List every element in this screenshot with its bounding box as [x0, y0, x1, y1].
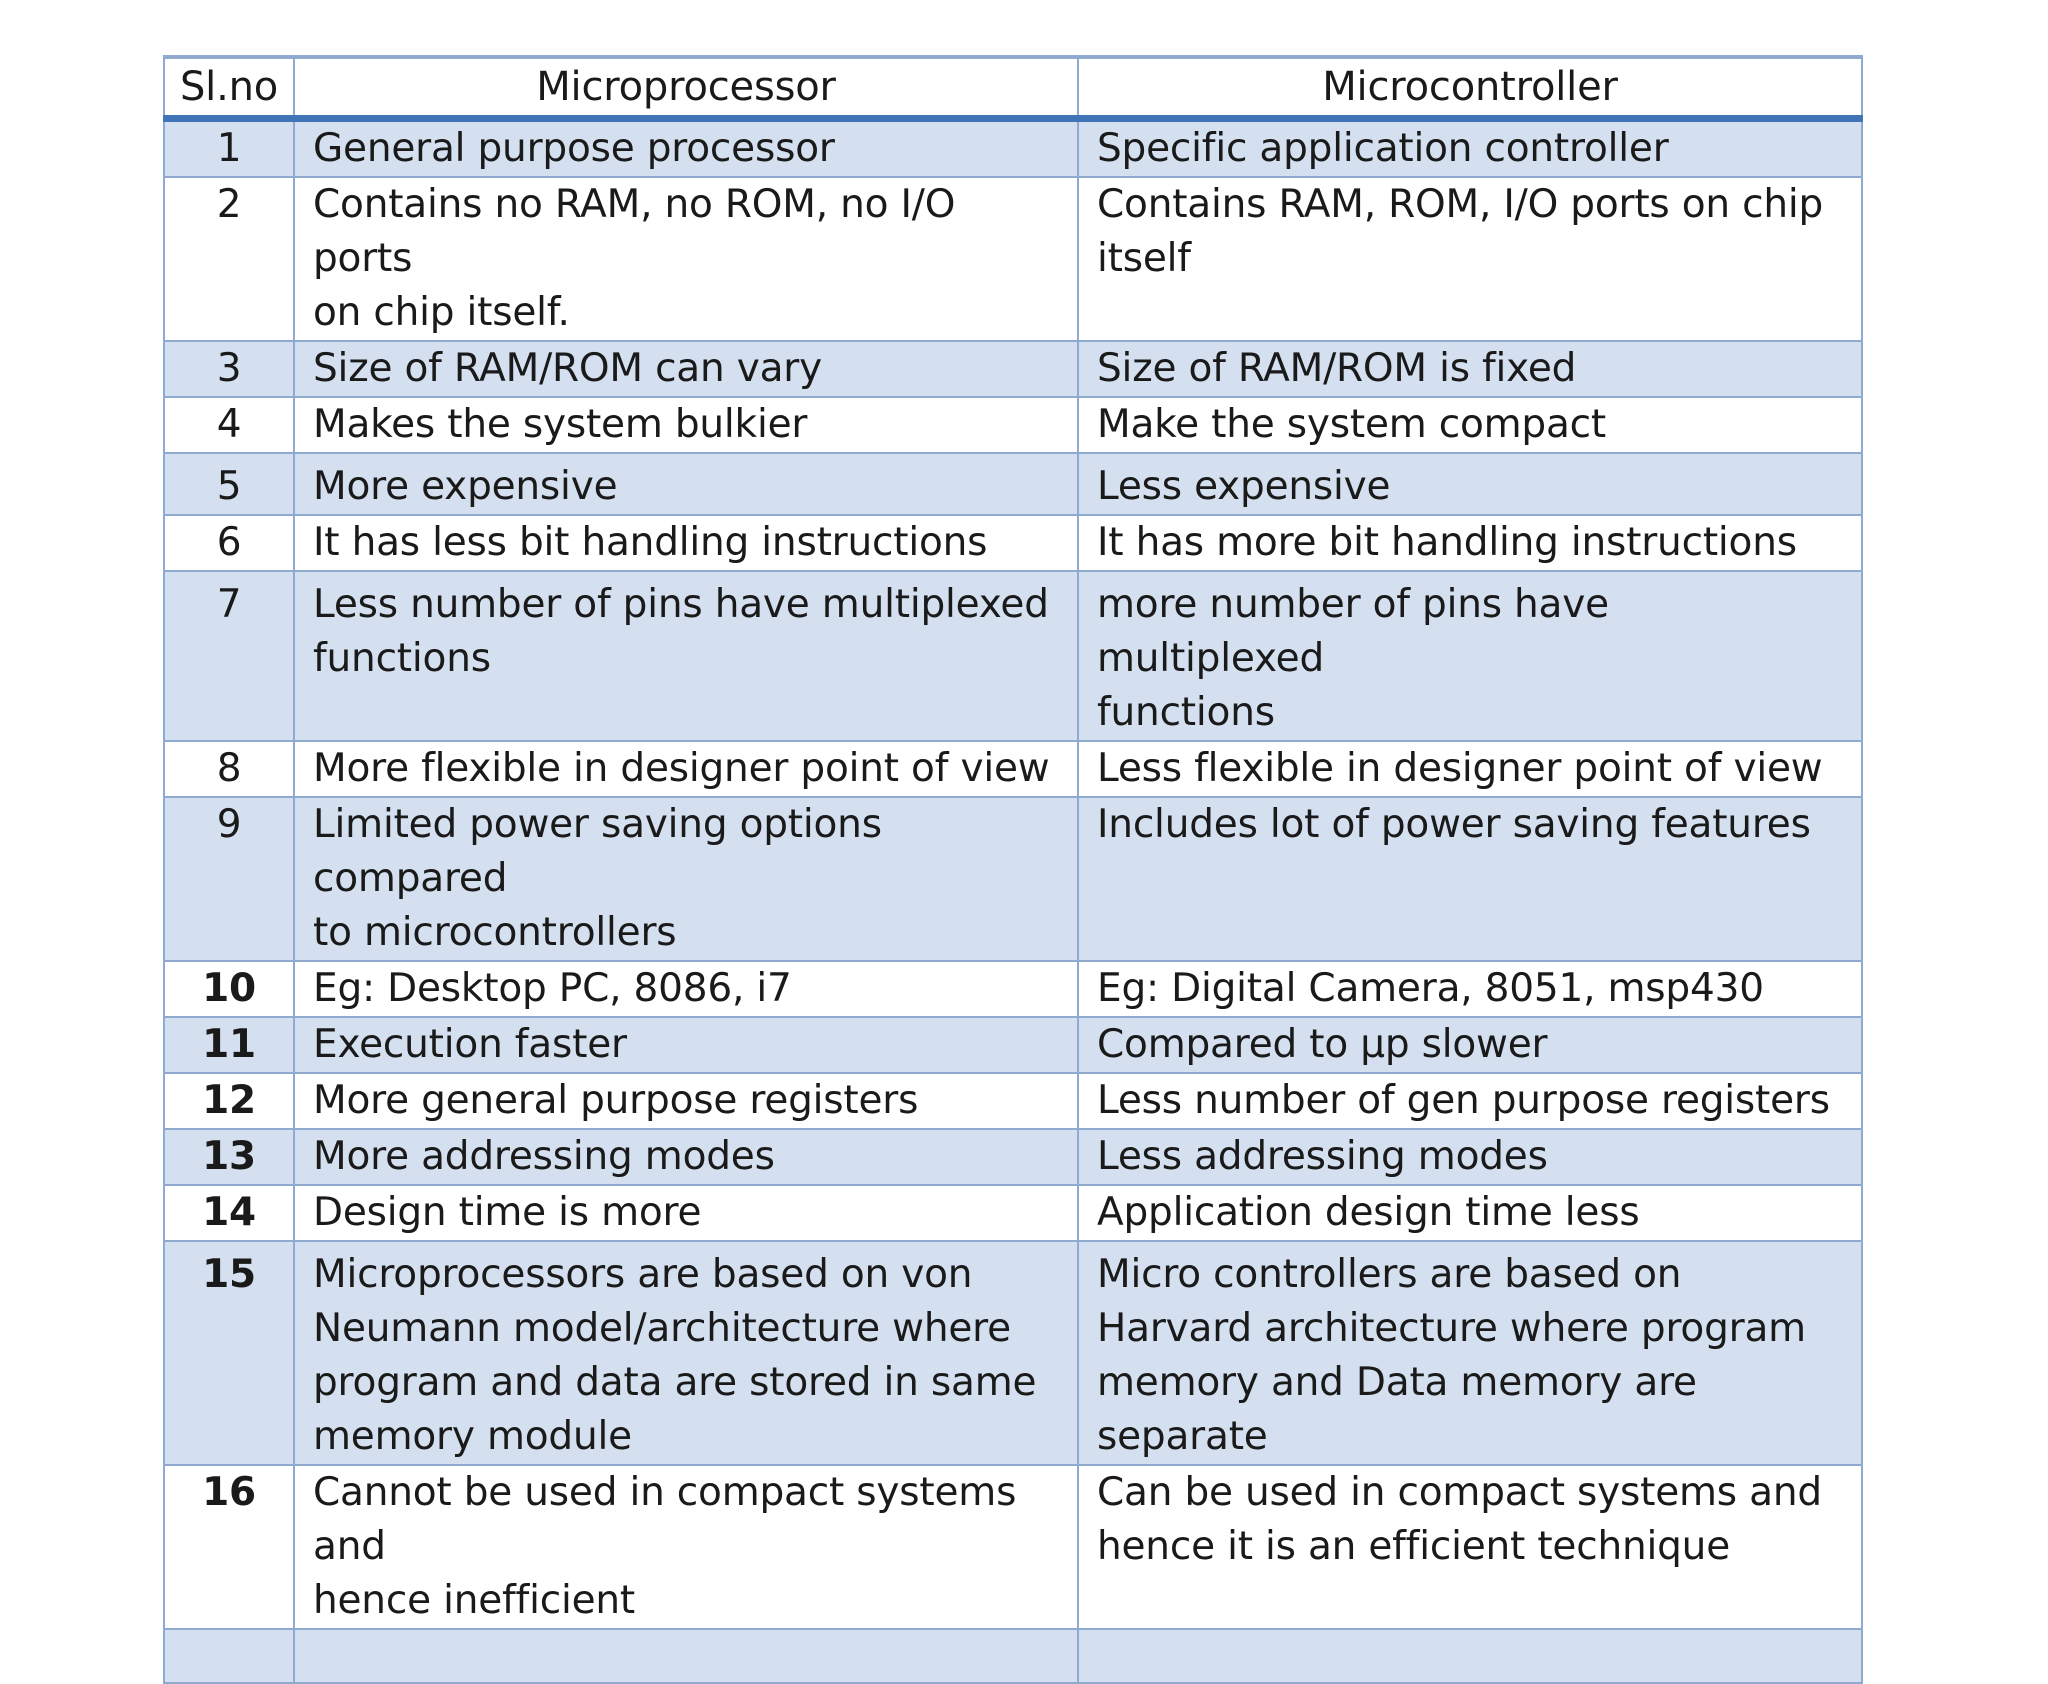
- microcontroller-cell: [1078, 1629, 1862, 1683]
- microcontroller-cell: more number of pins have multiplexed functions: [1078, 571, 1862, 741]
- table-row: [164, 453, 1862, 515]
- row-number: 5: [164, 453, 294, 515]
- table-row: [164, 1129, 1862, 1185]
- row-number: [164, 1629, 294, 1683]
- row-number: 10: [164, 961, 294, 1017]
- microprocessor-cell: Execution faster: [294, 1017, 1078, 1073]
- microprocessor-cell: More addressing modes: [294, 1129, 1078, 1185]
- microcontroller-cell: Less number of gen purpose registers: [1078, 1073, 1862, 1129]
- row-number: 9: [164, 797, 294, 961]
- table-row: [164, 177, 1862, 341]
- microprocessor-cell: More general purpose registers: [294, 1073, 1078, 1129]
- table-row: [164, 961, 1862, 1017]
- row-number: 14: [164, 1185, 294, 1241]
- microprocessor-cell: Makes the system bulkier: [294, 397, 1078, 453]
- microprocessor-cell: It has less bit handling instructions: [294, 515, 1078, 571]
- header-microprocessor: Microprocessor: [294, 57, 1078, 119]
- header-microcontroller: Microcontroller: [1078, 57, 1862, 119]
- microcontroller-cell: Micro controllers are based on Harvard architecture where program memory and Data memory are separate: [1078, 1241, 1862, 1465]
- table-row: [164, 1073, 1862, 1129]
- table-body: [164, 119, 1862, 1684]
- row-number: 8: [164, 741, 294, 797]
- row-number: 15: [164, 1241, 294, 1465]
- table-row: [164, 1241, 1862, 1465]
- table-row: [164, 397, 1862, 453]
- header-row: [164, 57, 1862, 119]
- microcontroller-cell: It has more bit handling instructions: [1078, 515, 1862, 571]
- row-number: 4: [164, 397, 294, 453]
- comparison-table: [163, 55, 1863, 1684]
- microprocessor-cell: Contains no RAM, no ROM, no I/O ports on chip itself.: [294, 177, 1078, 341]
- microprocessor-cell: Design time is more: [294, 1185, 1078, 1241]
- table-row: [164, 341, 1862, 397]
- microprocessor-cell: [294, 1629, 1078, 1683]
- table-row: [164, 515, 1862, 571]
- microprocessor-cell: More expensive: [294, 453, 1078, 515]
- microcontroller-cell: Make the system compact: [1078, 397, 1862, 453]
- microcontroller-cell: Compared to µp slower: [1078, 1017, 1862, 1073]
- table-row: [164, 1017, 1862, 1073]
- table-header: [164, 57, 1862, 119]
- table-row: [164, 1465, 1862, 1629]
- microprocessor-cell: Size of RAM/ROM can vary: [294, 341, 1078, 397]
- table-row: [164, 1185, 1862, 1241]
- table-row: [164, 741, 1862, 797]
- microcontroller-cell: Specific application controller: [1078, 119, 1862, 178]
- microprocessor-cell: Cannot be used in compact systems and hence inefficient: [294, 1465, 1078, 1629]
- row-number: 6: [164, 515, 294, 571]
- microprocessor-cell: More flexible in designer point of view: [294, 741, 1078, 797]
- row-number: 7: [164, 571, 294, 741]
- row-number: 13: [164, 1129, 294, 1185]
- row-number: 1: [164, 119, 294, 178]
- microcontroller-cell: Contains RAM, ROM, I/O ports on chip itself: [1078, 177, 1862, 341]
- row-number: 11: [164, 1017, 294, 1073]
- row-number: 3: [164, 341, 294, 397]
- table-row: [164, 571, 1862, 741]
- row-number: 2: [164, 177, 294, 341]
- table-row-cut-off: [164, 1629, 1862, 1683]
- microcontroller-cell: Can be used in compact systems and hence it is an efficient technique: [1078, 1465, 1862, 1629]
- microprocessor-cell: Eg: Desktop PC, 8086, i7: [294, 961, 1078, 1017]
- microprocessor-cell: Limited power saving options compared to microcontrollers: [294, 797, 1078, 961]
- microcontroller-cell: Less addressing modes: [1078, 1129, 1862, 1185]
- microcontroller-cell: Eg: Digital Camera, 8051, msp430: [1078, 961, 1862, 1017]
- microcontroller-cell: Less expensive: [1078, 453, 1862, 515]
- microprocessor-cell: Microprocessors are based on von Neumann model/architecture where program and data are stored in same memory module: [294, 1241, 1078, 1465]
- microcontroller-cell: Less flexible in designer point of view: [1078, 741, 1862, 797]
- microcontroller-cell: Size of RAM/ROM is fixed: [1078, 341, 1862, 397]
- row-number: 16: [164, 1465, 294, 1629]
- row-number: 12: [164, 1073, 294, 1129]
- microprocessor-cell: General purpose processor: [294, 119, 1078, 178]
- table-row: [164, 119, 1862, 178]
- comparison-table-page: [163, 55, 1861, 1623]
- microprocessor-cell: Less number of pins have multiplexed functions: [294, 571, 1078, 741]
- microcontroller-cell: Application design time less: [1078, 1185, 1862, 1241]
- table-row: [164, 797, 1862, 961]
- microcontroller-cell: Includes lot of power saving features: [1078, 797, 1862, 961]
- header-sl-no: Sl.no: [164, 57, 294, 119]
